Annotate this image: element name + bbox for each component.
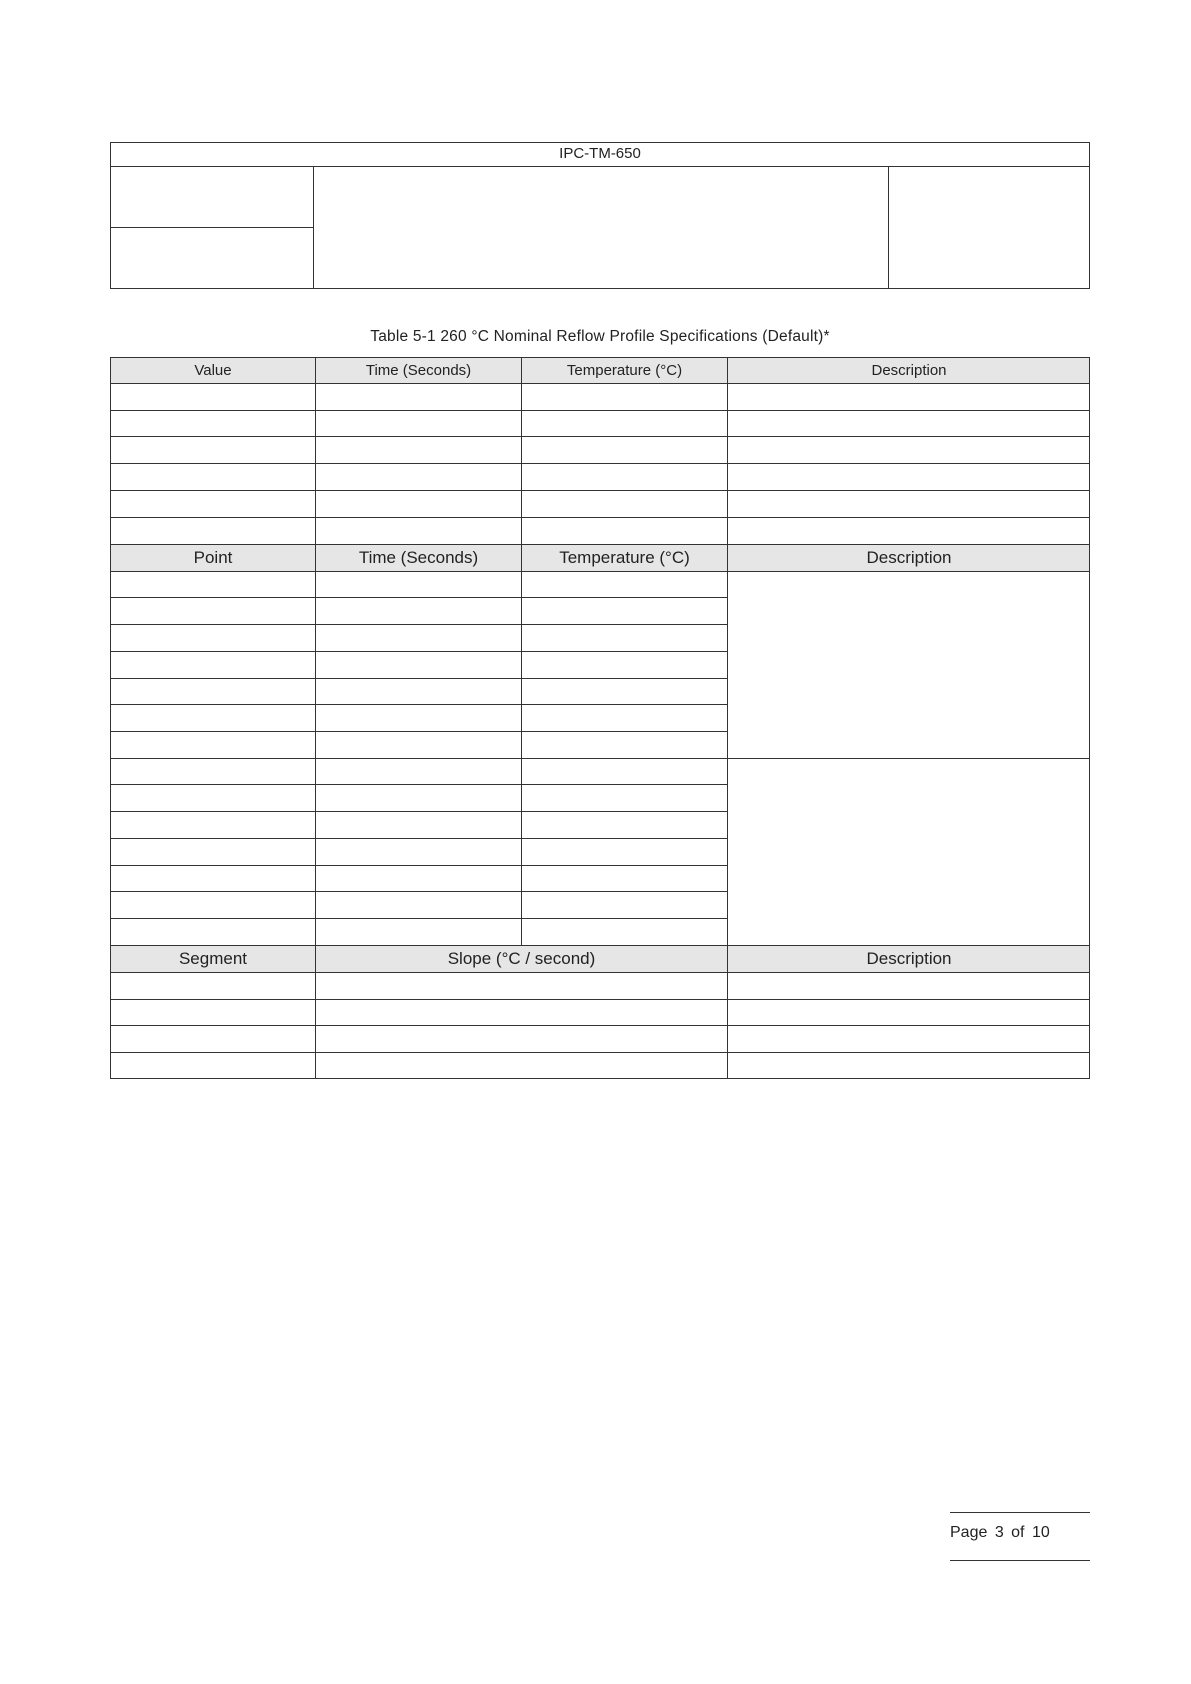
- point-row-13-cell-1: [110, 891, 315, 918]
- point-row-5-cell-3: [521, 678, 727, 704]
- point-row-8-cell-2: [315, 758, 521, 784]
- point-row-9-cell-2: [315, 784, 521, 811]
- value-row-6-cell-2: [315, 517, 521, 544]
- segment-row-4-cell-3: [727, 1052, 1090, 1079]
- point-row-10-cell-3: [521, 811, 727, 838]
- point-row-10-cell-2: [315, 811, 521, 838]
- value-row-4-cell-4: [727, 463, 1090, 490]
- segment-row-3-cell-2: [315, 1025, 727, 1052]
- point-row-6-cell-1: [110, 704, 315, 731]
- document-title: IPC-TM-650: [111, 143, 1089, 167]
- value-row-5-cell-4: [727, 490, 1090, 517]
- point-block-a-description: [727, 571, 1090, 758]
- value-row-6-cell-3: [521, 517, 727, 544]
- point-row-8-cell-1: [110, 758, 315, 784]
- header-segment: Segment: [110, 945, 315, 972]
- footer-rule-bottom: [950, 1560, 1090, 1561]
- point-row-12-cell-3: [521, 865, 727, 891]
- point-row-12-cell-2: [315, 865, 521, 891]
- header-segment-description: Description: [727, 945, 1090, 972]
- value-row-2-cell-1: [110, 410, 315, 436]
- header-temperature: Temperature (°C): [521, 357, 727, 383]
- point-row-12-cell-1: [110, 865, 315, 891]
- header-cell-left-bottom: [111, 228, 314, 288]
- header-point: Point: [110, 544, 315, 571]
- point-row-13-cell-2: [315, 891, 521, 918]
- value-row-1-cell-3: [521, 383, 727, 410]
- point-row-1-cell-2: [315, 571, 521, 597]
- header-cell-right: [889, 167, 1089, 288]
- point-block-b-description: [727, 758, 1090, 945]
- value-row-1-cell-4: [727, 383, 1090, 410]
- value-row-6-cell-1: [110, 517, 315, 544]
- point-row-8-cell-3: [521, 758, 727, 784]
- value-row-4-cell-3: [521, 463, 727, 490]
- value-row-6-cell-4: [727, 517, 1090, 544]
- page-number: Page 3 of 10: [950, 1524, 1050, 1541]
- header-cell-middle: [314, 167, 889, 288]
- header-time: Time (Seconds): [315, 357, 521, 383]
- value-row-2-cell-2: [315, 410, 521, 436]
- value-row-2-cell-3: [521, 410, 727, 436]
- point-row-2-cell-2: [315, 597, 521, 624]
- reflow-profile-table: [110, 357, 1090, 1079]
- footer-rule-top: [950, 1512, 1090, 1513]
- value-row-5-cell-3: [521, 490, 727, 517]
- point-row-14-cell-1: [110, 918, 315, 945]
- table-caption: Table 5-1 260 °C Nominal Reflow Profile Specifications (Default)*: [370, 328, 830, 345]
- segment-row-1-cell-2: [315, 972, 727, 999]
- point-row-7-cell-1: [110, 731, 315, 758]
- value-row-3-cell-3: [521, 436, 727, 463]
- point-row-11-cell-3: [521, 838, 727, 865]
- value-row-1-cell-1: [110, 383, 315, 410]
- value-row-5-cell-2: [315, 490, 521, 517]
- header-description: Description: [727, 357, 1090, 383]
- point-row-3-cell-1: [110, 624, 315, 651]
- segment-row-3-cell-1: [110, 1025, 315, 1052]
- point-row-6-cell-3: [521, 704, 727, 731]
- point-row-11-cell-2: [315, 838, 521, 865]
- header-cell-left-top: [111, 167, 314, 228]
- segment-row-3-cell-3: [727, 1025, 1090, 1052]
- segment-row-2-cell-1: [110, 999, 315, 1025]
- segment-row-2-cell-2: [315, 999, 727, 1025]
- point-row-1-cell-1: [110, 571, 315, 597]
- point-row-5-cell-2: [315, 678, 521, 704]
- point-row-7-cell-3: [521, 731, 727, 758]
- point-row-5-cell-1: [110, 678, 315, 704]
- value-row-4-cell-1: [110, 463, 315, 490]
- value-row-3-cell-1: [110, 436, 315, 463]
- segment-row-4-cell-2: [315, 1052, 727, 1079]
- value-row-4-cell-2: [315, 463, 521, 490]
- point-row-4-cell-1: [110, 651, 315, 678]
- segment-row-4-cell-1: [110, 1052, 315, 1079]
- point-row-11-cell-1: [110, 838, 315, 865]
- value-row-5-cell-1: [110, 490, 315, 517]
- point-row-6-cell-2: [315, 704, 521, 731]
- header-point-description: Description: [727, 544, 1090, 571]
- value-row-2-cell-4: [727, 410, 1090, 436]
- header-point-time: Time (Seconds): [315, 544, 521, 571]
- point-row-7-cell-2: [315, 731, 521, 758]
- segment-row-2-cell-3: [727, 999, 1090, 1025]
- point-row-13-cell-3: [521, 891, 727, 918]
- point-row-4-cell-2: [315, 651, 521, 678]
- header-slope: Slope (°C / second): [315, 945, 727, 972]
- point-row-2-cell-1: [110, 597, 315, 624]
- point-row-14-cell-3: [521, 918, 727, 945]
- point-row-10-cell-1: [110, 811, 315, 838]
- document-header-box: [110, 142, 1090, 289]
- point-row-3-cell-2: [315, 624, 521, 651]
- value-row-3-cell-2: [315, 436, 521, 463]
- point-row-1-cell-3: [521, 571, 727, 597]
- point-row-9-cell-3: [521, 784, 727, 811]
- segment-row-1-cell-3: [727, 972, 1090, 999]
- point-row-14-cell-2: [315, 918, 521, 945]
- segment-row-1-cell-1: [110, 972, 315, 999]
- header-value: Value: [110, 357, 315, 383]
- point-row-3-cell-3: [521, 624, 727, 651]
- point-row-4-cell-3: [521, 651, 727, 678]
- value-row-1-cell-2: [315, 383, 521, 410]
- point-row-2-cell-3: [521, 597, 727, 624]
- value-row-3-cell-4: [727, 436, 1090, 463]
- header-point-temperature: Temperature (°C): [521, 544, 727, 571]
- point-row-9-cell-1: [110, 784, 315, 811]
